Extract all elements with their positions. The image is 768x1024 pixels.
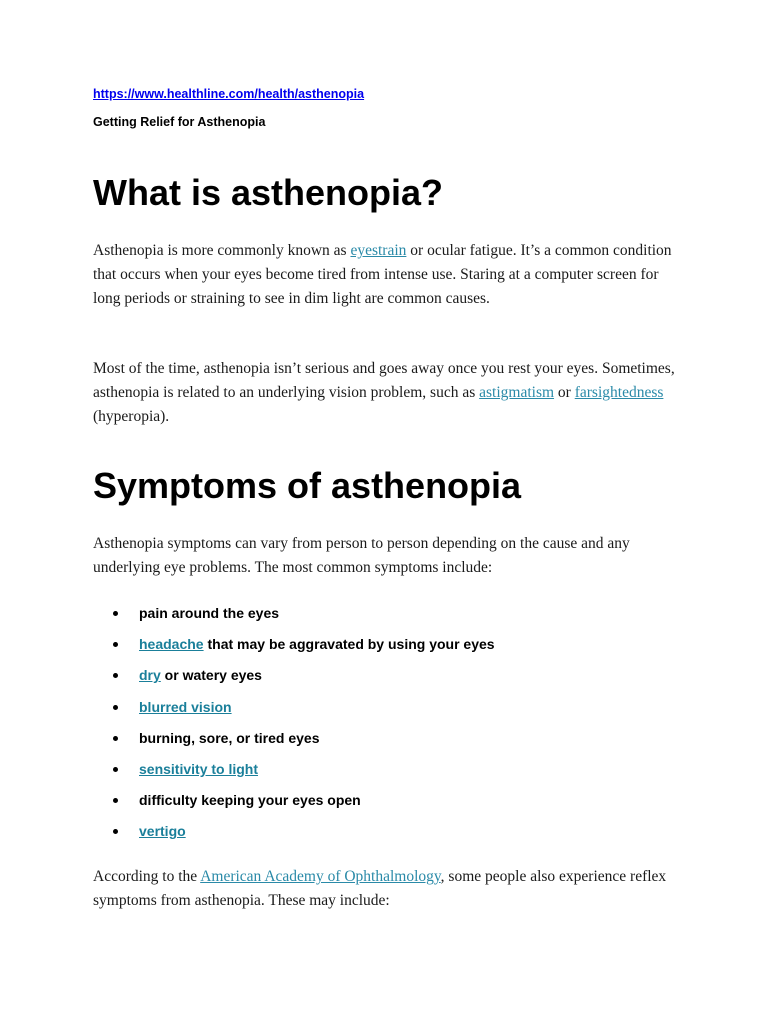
bullet-icon (113, 611, 118, 616)
aao-link[interactable]: American Academy of Ophthalmology (200, 868, 441, 885)
blurred-vision-link[interactable]: blurred vision (139, 698, 232, 715)
bullet-icon (113, 736, 118, 741)
eyestrain-link[interactable]: eyestrain (350, 242, 407, 259)
farsightedness-link[interactable]: farsightedness (574, 384, 664, 401)
paragraph-text: Asthenopia is more commonly known as (93, 242, 351, 259)
list-item-text (139, 757, 258, 781)
paragraph-text: , some people also experience reflex symptoms from asthenopia. These may include: (93, 868, 667, 909)
document-subtitle: Getting Relief for Asthenopia (93, 115, 266, 129)
paragraph-text: (hyperopia). (93, 408, 170, 425)
bullet-icon (113, 673, 118, 678)
bullet-icon (113, 798, 118, 803)
bullet-icon (113, 705, 118, 710)
vertigo-link[interactable]: vertigo (139, 823, 186, 840)
paragraph-symptoms-intro: Asthenopia symptoms can vary from person to person depending on the cause and any underlying eye problems. The most common symptoms include: (93, 535, 630, 576)
list-item-text (139, 632, 495, 656)
list-item-text (139, 788, 361, 812)
symptom-text: that may be aggravated by using your eyes (203, 636, 495, 653)
dry-eyes-link[interactable]: dry (139, 667, 161, 684)
heading-what-is-asthenopia: What is asthenopia? (93, 172, 444, 213)
headache-link[interactable]: headache (139, 636, 204, 653)
heading-symptoms: Symptoms of asthenopia (93, 465, 522, 506)
paragraph-text: or ocular fatigue. It’s a common condition that occurs when your eyes become tired from intense use. Staring at a computer screen for long periods or straining to see in dim light are common causes. (93, 242, 672, 307)
symptom-text: difficulty keeping your eyes open (139, 792, 361, 809)
paragraph-seriousness (93, 357, 683, 429)
source-url-link[interactable]: https://www.healthline.com/health/asthenopia (93, 87, 365, 101)
bullet-icon (113, 767, 118, 772)
list-item-text (139, 726, 320, 750)
bullet-icon (113, 642, 118, 647)
paragraph-reflex-symptoms (93, 865, 683, 913)
paragraph-text: or (554, 384, 575, 401)
sensitivity-to-light-link[interactable]: sensitivity to light (139, 760, 259, 777)
symptom-text: or watery eyes (160, 667, 262, 684)
astigmatism-link[interactable]: astigmatism (479, 384, 555, 401)
list-item-text (139, 695, 232, 719)
bullet-icon (113, 829, 118, 834)
paragraph-text: Most of the time, asthenopia isn’t serious and goes away once you rest your eyes. Sometimes, asthenopia is related to an underlying vision problem, such as (93, 360, 675, 401)
symptom-text: burning, sore, or tired eyes (139, 729, 320, 746)
symptom-text: pain around the eyes (139, 605, 280, 621)
list-item-text (139, 663, 262, 687)
paragraph-definition (93, 239, 683, 311)
list-item-text (139, 601, 279, 625)
paragraph-text: According to the (93, 868, 201, 885)
list-item-text (139, 819, 186, 843)
